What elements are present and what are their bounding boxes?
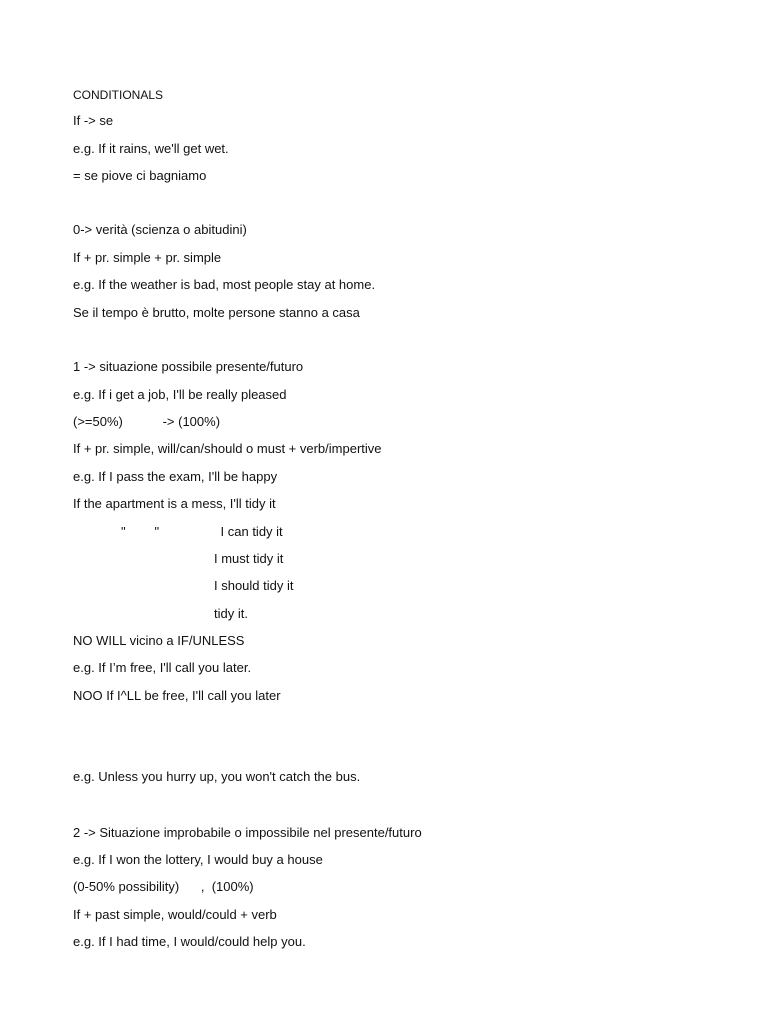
unless-example: e.g. Unless you hurry up, you won't catch the bus. [73, 769, 361, 784]
second-conditional-time-example: e.g. If I had time, I would/could help you. [73, 934, 306, 949]
first-conditional-probability: (>=50%) -> (100%) [73, 414, 221, 429]
second-conditional-probability: (0-50% possibility) , (100%) [73, 879, 254, 894]
alternative-imperative-tidy: tidy it. [214, 606, 248, 621]
ditto-can-tidy-line: " " I can tidy it [121, 524, 283, 539]
zero-conditional-title: 0-> verità (scienza o abitudini) [73, 222, 247, 237]
zero-conditional-translation: Se il tempo è brutto, molte persone stanno a casa [73, 305, 360, 320]
first-conditional-apartment-example: If the apartment is a mess, I'll tidy it [73, 496, 276, 511]
first-conditional-job-example: e.g. If i get a job, I'll be really pleased [73, 387, 287, 402]
alternative-should-tidy: I should tidy it [214, 578, 294, 593]
alternative-must-tidy: I must tidy it [214, 551, 284, 566]
second-conditional-lottery-example: e.g. If I won the lottery, I would buy a house [73, 852, 323, 867]
zero-conditional-example: e.g. If the weather is bad, most people stay at home. [73, 277, 376, 292]
first-conditional-exam-example: e.g. If I pass the exam, I'll be happy [73, 469, 278, 484]
document-heading: CONDITIONALS [73, 88, 164, 102]
free-example: e.g. If I’m free, I'll call you later. [73, 660, 252, 675]
no-will-rule: NO WILL vicino a IF/UNLESS [73, 633, 245, 648]
first-conditional-formula: If + pr. simple, will/can/should o must + verb/impertive [73, 441, 382, 456]
second-conditional-formula: If + past simple, would/could + verb [73, 907, 277, 922]
intro-if-translation: If -> se [73, 113, 114, 128]
first-conditional-title: 1 -> situazione possibile presente/futuro [73, 359, 304, 374]
second-conditional-title: 2 -> Situazione improbabile o impossibile nel presente/futuro [73, 825, 422, 840]
intro-example: e.g. If it rains, we'll get wet. [73, 141, 229, 156]
zero-conditional-formula: If + pr. simple + pr. simple [73, 250, 222, 265]
intro-translation: = se piove ci bagniamo [73, 168, 207, 183]
wrong-will-example: NOO If I^LL be free, I'll call you later [73, 688, 281, 703]
